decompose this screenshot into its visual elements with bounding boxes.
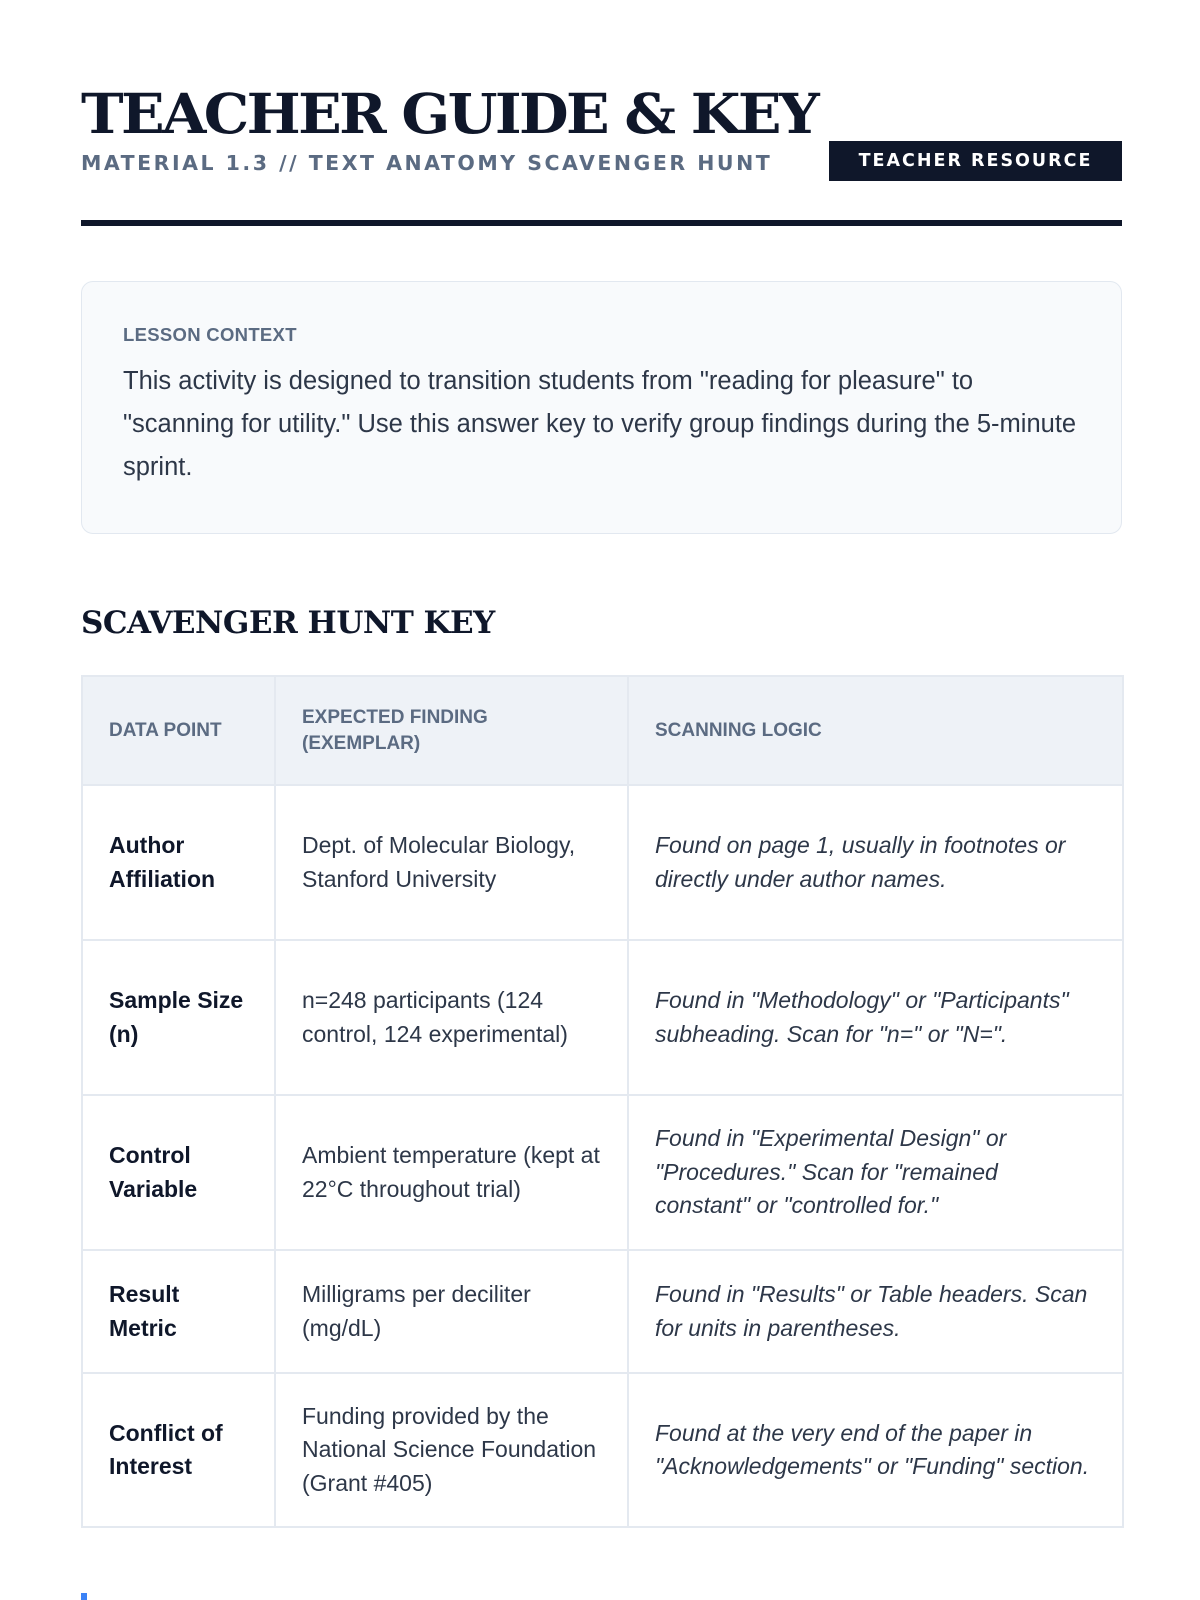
lesson-context-panel [81,281,1122,534]
page-title: TEACHER GUIDE & KEY [81,81,818,146]
scavenger-hunt-table [81,675,1124,1528]
data-point-cell: Author Affiliation [82,785,275,940]
expected-finding-cell: Dept. of Molecular Biology, Stanford University [275,785,628,940]
lesson-context-label: LESSON CONTEXT [123,324,297,345]
header-divider [81,220,1122,226]
column-header-expected-finding: EXPECTED FINDING (EXEMPLAR) [275,676,628,785]
scanning-logic-cell: Found in "Results" or Table headers. Scan for units in parentheses. [628,1250,1123,1373]
data-point-cell: Sample Size (n) [82,940,275,1095]
scanning-logic-cell: Found in "Methodology" or "Participants" subheading. Scan for "n=" or "N=". [628,940,1123,1095]
next-section-accent-bar [81,1593,87,1600]
page-subtitle: MATERIAL 1.3 // TEXT ANATOMY SCAVENGER HUNT [81,151,773,175]
column-header-data-point: DATA POINT [82,676,275,785]
page-header [81,82,1122,228]
table-row [82,1250,1123,1373]
expected-finding-cell: Funding provided by the National Science Foundation (Grant #405) [275,1373,628,1527]
scanning-logic-cell: Found in "Experimental Design" or "Procedures." Scan for "remained constant" or "controlled for." [628,1095,1123,1250]
expected-finding-cell: Ambient temperature (kept at 22°C throughout trial) [275,1095,628,1250]
data-point-cell: Result Metric [82,1250,275,1373]
teacher-resource-badge: TEACHER RESOURCE [829,141,1122,181]
section-title: SCAVENGER HUNT KEY [81,605,495,641]
table-row [82,785,1123,940]
table-row [82,940,1123,1095]
table-header-row [82,676,1123,785]
table-row [82,1095,1123,1250]
scanning-logic-cell: Found on page 1, usually in footnotes or directly under author names. [628,785,1123,940]
column-header-scanning-logic: SCANNING LOGIC [628,676,1123,785]
expected-finding-cell: n=248 participants (124 control, 124 experimental) [275,940,628,1095]
expected-finding-cell: Milligrams per deciliter (mg/dL) [275,1250,628,1373]
data-point-cell: Control Variable [82,1095,275,1250]
table-row [82,1373,1123,1527]
data-point-cell: Conflict of Interest [82,1373,275,1527]
lesson-context-text: This activity is designed to transition students from "reading for pleasure" to "scanning for utility." Use this answer key to verify group findings during the 5-minute sprint. [123,367,1077,481]
scanning-logic-cell: Found at the very end of the paper in "Acknowledgements" or "Funding" section. [628,1373,1123,1527]
